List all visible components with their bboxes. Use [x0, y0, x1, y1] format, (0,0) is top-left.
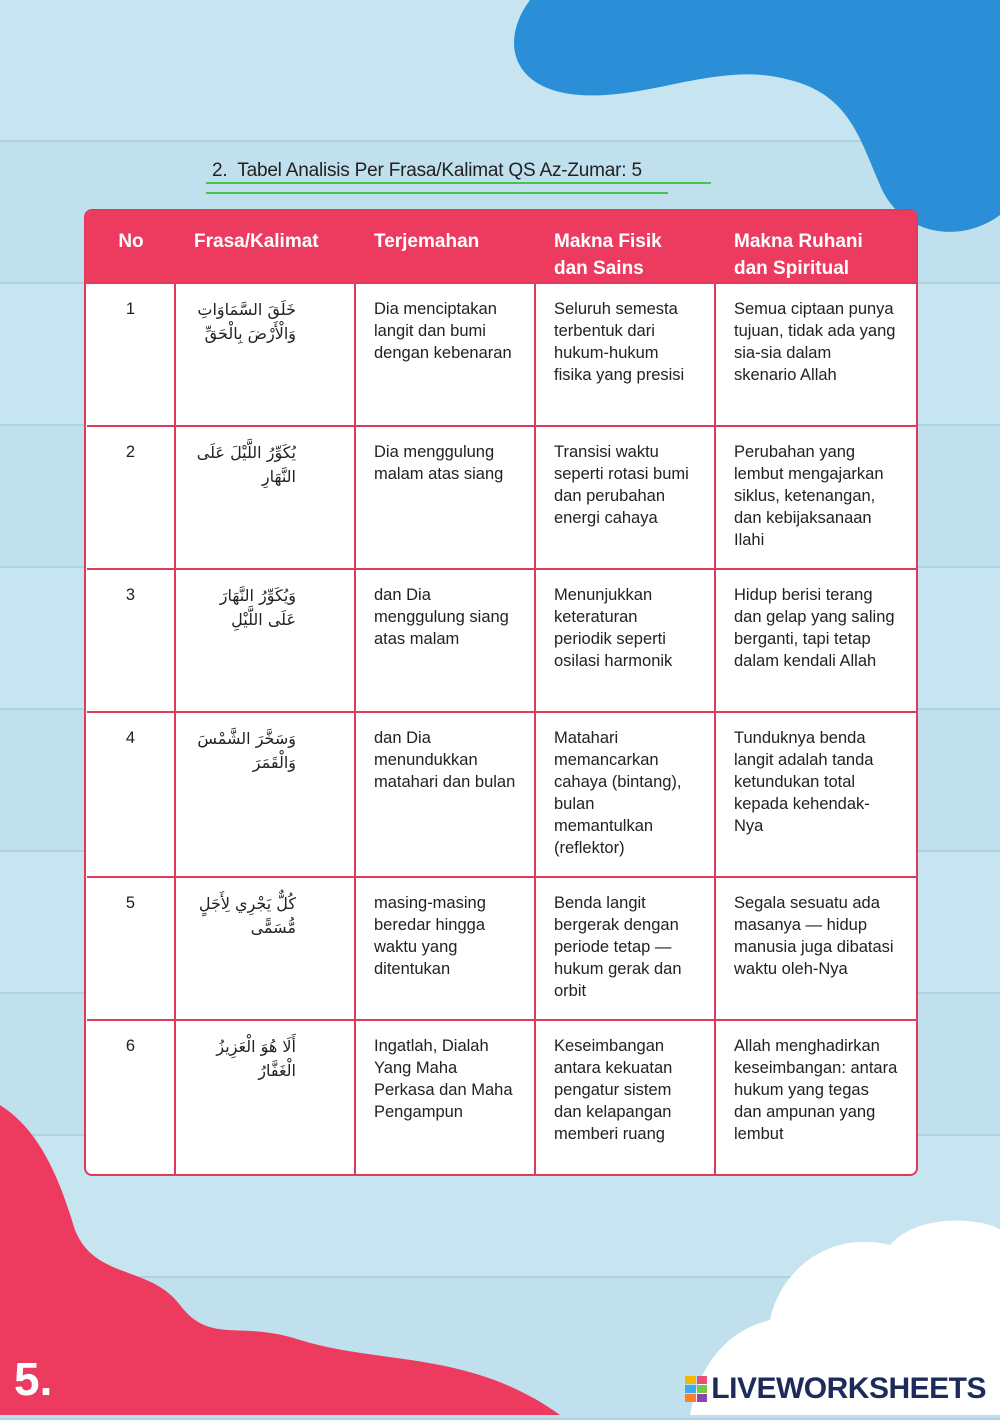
- page-number: 5.: [14, 1353, 53, 1405]
- row-number: 1: [87, 283, 175, 426]
- header-frasa: Frasa/Kalimat: [175, 211, 355, 283]
- row-frasa: وَيُكَوِّرُ النَّهَارَ عَلَى اللَّيْلِ: [175, 569, 355, 712]
- header-makna-fisik: Makna Fisik dan Sains: [535, 211, 715, 283]
- row-makna-ruhani: Perubahan yang lembut mengajarkan siklus, ketenangan, dan kebijaksanaan Ilahi: [715, 426, 916, 569]
- table-row: [87, 569, 916, 712]
- header-terjemahan: Terjemahan: [355, 211, 535, 283]
- row-number: 2: [87, 426, 175, 569]
- row-makna-fisik: Seluruh semesta terbentuk dari hukum-hukum fisika yang presisi: [535, 283, 715, 426]
- row-makna-fisik: Transisi waktu seperti rotasi bumi dan perubahan energi cahaya: [535, 426, 715, 569]
- row-number: 4: [87, 712, 175, 877]
- analysis-table: [84, 209, 918, 1176]
- header-makna-ruhani: Makna Ruhani dan Spiritual: [715, 211, 916, 283]
- heading-title: Tabel Analisis Per Frasa/Kalimat QS Az-Zumar: 5: [237, 160, 642, 181]
- row-frasa: يُكَوِّرُ اللَّيْلَ عَلَى النَّهَارِ: [175, 426, 355, 569]
- brand-name: LIVEWORKSHEETS: [711, 1372, 986, 1405]
- row-terjemahan: Ingatlah, Dialah Yang Maha Perkasa dan Maha Pengampun: [355, 1020, 535, 1174]
- row-frasa: أَلَا هُوَ الْعَزِيزُ الْغَفَّارُ: [175, 1020, 355, 1174]
- table-header-row: [87, 211, 916, 283]
- heading-number: 2.: [212, 160, 228, 181]
- row-frasa: وَسَخَّرَ الشَّمْسَ وَالْقَمَرَ: [175, 712, 355, 877]
- row-frasa: خَلَقَ السَّمَاوَاتِ وَالْأَرْضَ بِالْحَقِّ: [175, 283, 355, 426]
- table-row: [87, 1020, 916, 1174]
- table-row: [87, 877, 916, 1020]
- row-makna-ruhani: Allah menghadirkan keseimbangan: antara hukum yang tegas dan ampunan yang lembut: [715, 1020, 916, 1174]
- table-row: [87, 712, 916, 877]
- row-number: 3: [87, 569, 175, 712]
- row-makna-fisik: Benda langit bergerak dengan periode tetap — hukum gerak dan orbit: [535, 877, 715, 1020]
- row-makna-ruhani: Semua ciptaan punya tujuan, tidak ada yang sia-sia dalam skenario Allah: [715, 283, 916, 426]
- row-makna-fisik: Menunjukkan keteraturan periodik seperti osilasi harmonik: [535, 569, 715, 712]
- row-number: 6: [87, 1020, 175, 1174]
- row-terjemahan: Dia menggulung malam atas siang: [355, 426, 535, 569]
- row-terjemahan: dan Dia menundukkan matahari dan bulan: [355, 712, 535, 877]
- table-row: [87, 283, 916, 426]
- row-terjemahan: masing-masing beredar hingga waktu yang ditentukan: [355, 877, 535, 1020]
- heading-underline: [206, 182, 711, 184]
- liveworksheets-logo-icon: [685, 1376, 707, 1402]
- row-terjemahan: Dia menciptakan langit dan bumi dengan kebenaran: [355, 283, 535, 426]
- row-number: 5: [87, 877, 175, 1020]
- row-makna-ruhani: Hidup berisi terang dan gelap yang saling berganti, tapi tetap dalam kendali Allah: [715, 569, 916, 712]
- row-makna-fisik: Matahari memancarkan cahaya (bintang), bulan memantulkan (reflektor): [535, 712, 715, 877]
- table-heading: [212, 160, 642, 182]
- header-no: No: [87, 211, 175, 283]
- row-makna-ruhani: Segala sesuatu ada masanya — hidup manusia juga dibatasi waktu oleh-Nya: [715, 877, 916, 1020]
- row-makna-ruhani: Tunduknya benda langit adalah tanda ketundukan total kepada kehendak-Nya: [715, 712, 916, 877]
- row-makna-fisik: Keseimbangan antara kekuatan pengatur sistem dan kelapangan memberi ruang: [535, 1020, 715, 1174]
- heading-underline-secondary: [206, 192, 668, 194]
- row-frasa: كُلٌّ يَجْرِي لِأَجَلٍ مُّسَمًّى: [175, 877, 355, 1020]
- liveworksheets-brand: [685, 1372, 986, 1406]
- table-row: [87, 426, 916, 569]
- row-terjemahan: dan Dia menggulung siang atas malam: [355, 569, 535, 712]
